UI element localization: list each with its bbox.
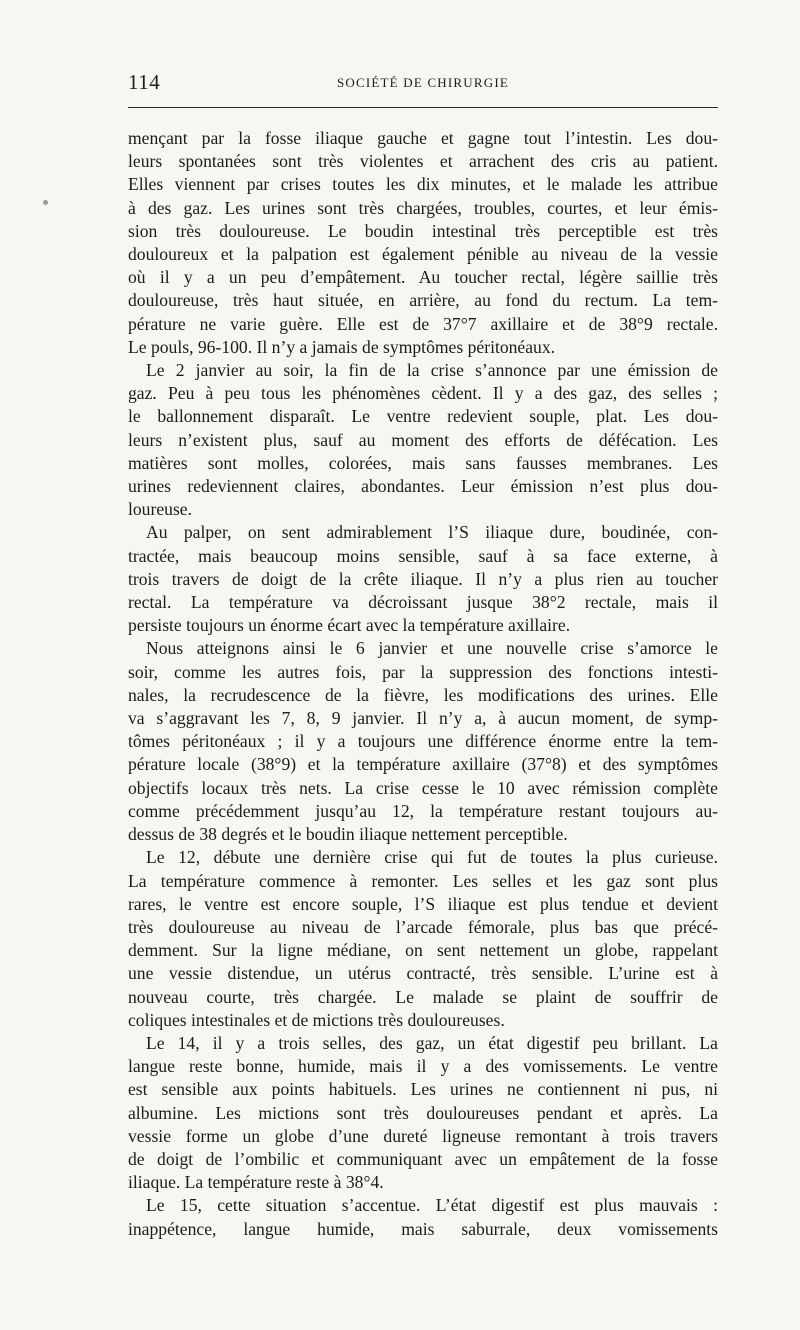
text-line: leurs spontanées sont très violentes et arrachent des cris au patient. (128, 151, 718, 172)
text-line: albumine. Les mictions sont très douloureuses pendant et après. La (128, 1102, 718, 1123)
text-line: de doigt de l’ombilic et communiquant avec un empâtement de la fosse (128, 1148, 718, 1169)
text-line: matières sont molles, colorées, mais sans fausses membranes. Les (128, 452, 718, 473)
text-line: iliaque. La température reste à 38°4. (128, 1172, 384, 1193)
text-line: demment. Sur la ligne médiane, on sent nettement un globe, rappelant (128, 940, 718, 961)
text-line: comme précédemment jusqu’au 12, la température restant toujours au- (128, 800, 718, 821)
text-line: nales, la recrudescence de la fièvre, les modifications des urines. Elle (128, 684, 718, 705)
text-line: douloureux et la palpation est également pénible au niveau de la vessie (128, 244, 718, 265)
text-line: où il y a un peu d’empâtement. Au toucher rectal, légère saillie très (128, 267, 718, 288)
text-line: urines redeviennent claires, abondantes. Leur émission n’est plus dou- (128, 476, 718, 497)
text-line: très douloureuse au niveau de l’arcade fémorale, plus bas que précé- (128, 916, 718, 937)
body-text (128, 127, 718, 1241)
text-line: pérature ne varie guère. Elle est de 37°7 axillaire et de 38°9 rectale. (128, 313, 718, 334)
text-line: leurs n’existent plus, sauf au moment des efforts de défécation. Les (128, 429, 718, 450)
text-line: Le 2 janvier au soir, la fin de la crise s’annonce par une émission de (146, 360, 718, 381)
text-line: Le 15, cette situation s’accentue. L’état digestif est plus mauvais : (146, 1195, 718, 1216)
text-line: une vessie distendue, un utérus contracté, très sensible. L’urine est à (128, 963, 718, 984)
text-line: vessie forme un globe d’une dureté ligneuse remontant à trois travers (128, 1125, 718, 1146)
header-rule (128, 107, 718, 108)
text-line: langue reste bonne, humide, mais il y a des vomissements. Le ventre (128, 1056, 718, 1077)
text-line: douloureuse, très haut située, en arrière, au fond du rectum. La tem- (128, 290, 718, 311)
text-line: soir, comme les autres fois, par la suppression des fonctions intesti- (128, 661, 718, 682)
text-line: Le 14, il y a trois selles, des gaz, un état digestif peu brillant. La (146, 1032, 718, 1053)
text-line: Elles viennent par crises toutes les dix minutes, et le malade les attribue (128, 174, 718, 195)
text-line: mençant par la fosse iliaque gauche et gagne tout l’intestin. Les dou- (128, 128, 718, 148)
text-line: objectifs locaux très nets. La crise cesse le 10 avec rémission complète (128, 777, 718, 798)
text-line: va s’aggravant les 7, 8, 9 janvier. Il n’y a, à aucun moment, de symp- (128, 708, 718, 729)
text-line: trois travers de doigt de la crête iliaque. Il n’y a plus rien au toucher (128, 568, 718, 589)
text-line: nouveau courte, très chargée. Le malade se plaint de souffrir de (128, 986, 718, 1007)
page-number: 114 (128, 70, 161, 94)
text-line: sion très douloureuse. Le boudin intestinal très perceptible est très (128, 220, 718, 241)
margin-mark (43, 200, 48, 205)
text-line: Au palper, on sent admirablement l’S iliaque dure, boudinée, con- (146, 522, 718, 543)
text-line: est sensible aux points habituels. Les urines ne contiennent ni pus, ni (128, 1079, 718, 1100)
text-line: inappétence, langue humide, mais saburrale, deux vomissements (128, 1218, 718, 1239)
text-line: Nous atteignons ainsi le 6 janvier et une nouvelle crise s’amorce le (146, 638, 718, 659)
text-line: rectal. La température va décroissant jusque 38°2 rectale, mais il (128, 592, 718, 613)
text-line: tômes péritonéaux ; il y a toujours une différence énorme entre la tem- (128, 731, 718, 752)
text-line: loureuse. (128, 499, 193, 520)
text-line: le ballonnement disparaît. Le ventre redevient souple, plat. Les dou- (128, 406, 718, 427)
text-line: persiste toujours un énorme écart avec la température axillaire. (128, 615, 571, 636)
text-line: tractée, mais beaucoup moins sensible, sauf à sa face externe, à (128, 545, 718, 566)
text-line: rares, le ventre est encore souple, l’S iliaque est plus tendue et devient (128, 893, 718, 914)
page-header (128, 70, 718, 100)
text-line: pérature locale (38°9) et la température axillaire (37°8) et des symptômes (128, 754, 718, 775)
running-head: SOCIÉTÉ DE CHIRURGIE (336, 75, 510, 90)
text-line: Le pouls, 96-100. Il n’y a jamais de symptômes péritonéaux. (128, 336, 556, 357)
text-line: à des gaz. Les urines sont très chargées, troubles, courtes, et leur émis- (128, 197, 718, 218)
text-line: Le 12, débute une dernière crise qui fut de toutes la plus curieuse. (146, 847, 718, 868)
text-line: gaz. Peu à peu tous les phénomènes cèdent. Il y a des gaz, des selles ; (128, 383, 718, 404)
text-line: La température commence à remonter. Les selles et les gaz sont plus (128, 870, 718, 891)
text-line: dessus de 38 degrés et le boudin iliaque nettement perceptible. (128, 824, 568, 845)
text-line: coliques intestinales et de mictions très douloureuses. (128, 1009, 505, 1030)
